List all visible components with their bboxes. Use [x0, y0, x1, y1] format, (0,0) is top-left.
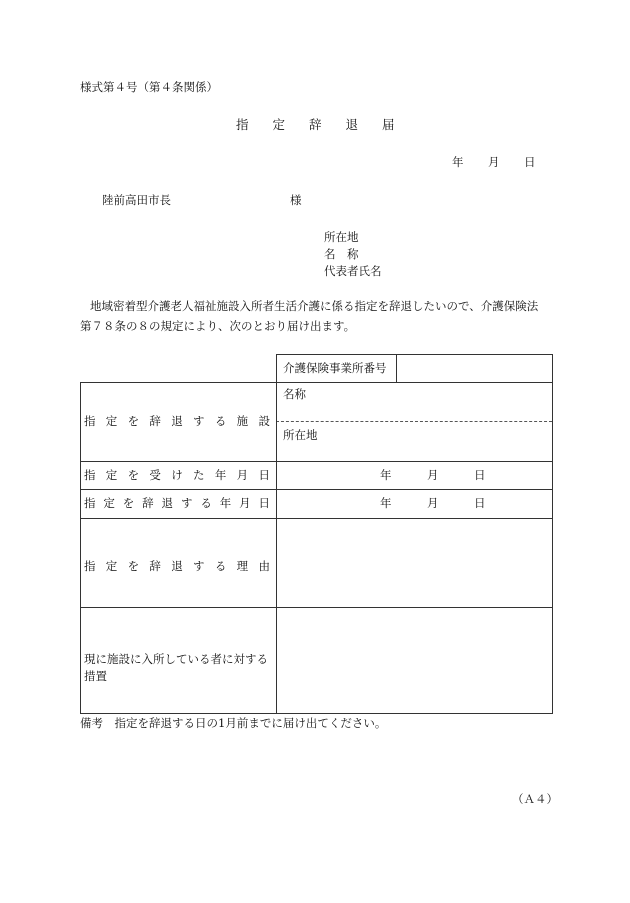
withdrawal-date-year: 年: [380, 496, 392, 510]
designated-date-month: 月: [427, 468, 439, 482]
designated-date-year: 年: [380, 468, 392, 482]
office-number-label: 介護保険事業所番号: [283, 361, 387, 375]
table-line: [80, 489, 552, 490]
withdrawal-date-month: 月: [427, 496, 439, 510]
table-line: [396, 354, 397, 382]
facility-label: 指定を辞退する施設: [84, 414, 270, 428]
date-year-label: 年: [452, 155, 464, 169]
office-number-field[interactable]: [402, 363, 548, 377]
body-line-1: 地域密着型介護老人福祉施設入所者生活介護に係る指定を辞退したいので、介護保険法: [90, 299, 539, 313]
table-line: [276, 354, 277, 714]
facility-name-label: 名称: [283, 387, 306, 401]
remarks: 備考 指定を辞退する日の1月前までに届け出てください。: [80, 716, 387, 730]
table-dashed-line: [276, 421, 552, 422]
applicant-address-label: 所在地: [324, 230, 359, 244]
designated-date-label: 指定を受けた年月日: [84, 468, 270, 482]
withdrawal-date-day: 日: [474, 496, 486, 510]
addressee-name: 陸前高田市長: [102, 193, 171, 207]
applicant-representative-label: 代表者氏名: [324, 264, 382, 278]
measures-label: 現に施設に入所している者に対する措置: [84, 652, 268, 683]
form-number: 様式第４号（第４条関係）: [80, 80, 218, 94]
date-month-label: 月: [488, 155, 500, 169]
table-line: [552, 354, 553, 714]
date-day-label: 日: [524, 155, 536, 169]
table-line: [80, 382, 552, 383]
document-title: 指定辞退届: [236, 117, 419, 132]
table-line: [80, 461, 552, 462]
facility-address-label: 所在地: [283, 428, 318, 442]
table-line: [80, 382, 81, 714]
withdrawal-date-label: 指定を辞退する年月日: [84, 496, 270, 510]
paper-size: （Ａ４）: [512, 792, 558, 806]
body-paragraph: [80, 296, 560, 336]
designated-date-day: 日: [474, 468, 486, 482]
table-line: [80, 607, 552, 608]
table-line: [276, 354, 552, 355]
reason-label: 指定を辞退する理由: [84, 559, 270, 573]
applicant-name-label: 名 称: [324, 247, 359, 261]
table-line: [80, 518, 552, 519]
addressee-honorific: 様: [290, 193, 302, 207]
table-line: [80, 713, 552, 714]
body-line-2: 第７８条の８の規定により、次のとおり届け出ます。: [80, 319, 356, 333]
